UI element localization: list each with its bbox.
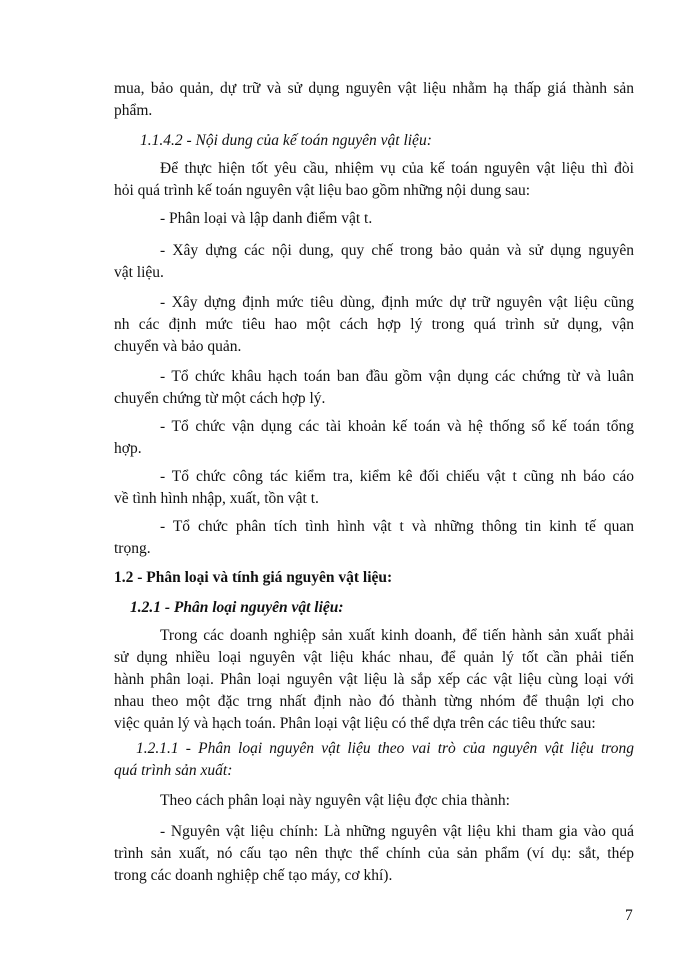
text-line: việc quản lý và hạch toán. Phân loại vật liệu có thể dựa trên các tiêu thức sau: [114,715,596,732]
paragraph-main-material [114,821,634,887]
text-line: - Xây dựng định mức tiêu dùng, định mức dự trữ nguyên vật liệu cũng [160,294,634,311]
text-line: Trong các doanh nghiệp sản xuất kinh doanh, để tiến hành sản xuất phải [160,627,634,644]
text-line: về tình hình nhập, xuất, tồn vật t. [114,490,319,507]
bullet-item [114,416,634,460]
page-number: 7 [625,907,633,924]
text-line: chuyển và bảo quản. [114,338,242,355]
bullet-item [114,366,634,410]
text-line: trọng. [114,540,151,557]
section-heading-1-2-1: 1.2.1 - Phân loại nguyên vật liệu: [130,599,344,616]
bullet-item [114,292,634,358]
text-line: Để thực hiện tốt yêu cầu, nhiệm vụ của kế toán nguyên vật liệu thì đòi [160,160,634,177]
text-line: - Tổ chức công tác kiểm tra, kiểm kê đối chiếu vật t cũng nh báo cáo [160,468,634,485]
bullet-item [114,240,634,284]
text-line: - Phân loại và lập danh điểm vật t. [160,210,373,227]
bullet-item [114,516,634,560]
text-line: vật liệu. [114,264,164,281]
text-line: nhau theo một đặc trng nhất định nào đó thành từng nhóm để thuận lợi cho [114,693,634,710]
section-heading-1-1-4-2: 1.1.4.2 - Nội dung của kế toán nguyên vật liệu: [140,132,432,149]
text-line: hợp. [114,440,142,457]
text-line: quá trình sản xuất: [114,762,233,779]
text-line: trong các doanh nghiệp chế tạo máy, cơ khí). [114,867,393,884]
text-line: nh các định mức tiêu hao một cách hợp lý trong quá trình sử dụng, vận [114,316,634,333]
text-line: - Nguyên vật liệu chính: Là những nguyên vật liệu khi tham gia vào quá [160,823,634,840]
text-line: mua, bảo quản, dự trữ và sử dụng nguyên vật liệu nhằm hạ thấp giá thành sản [114,80,634,97]
text-line: 1.2.1.1 - Phân loại nguyên vật liệu theo vai trò của nguyên vật liệu trong [136,740,634,757]
paragraph-requirements [114,158,634,202]
text-line: chuyển chứng từ một cách hợp lý. [114,390,326,407]
paragraph-divided: Theo cách phân loại này nguyên vật liệu đợc chia thành: [160,792,510,809]
paragraph-intro [114,78,634,122]
text-line: sử dụng nhiều loại nguyên vật liệu khác nhau, để quản lý tốt cần phải tiến [114,649,634,666]
bullet-item [114,208,634,230]
text-line: hỏi quá trình kế toán nguyên vật liệu bao gồm những nội dung sau: [114,182,531,199]
text-line: trình sản xuất, nó cấu tạo nên thực thể chính của sản phẩm (ví dụ: sắt, thép [114,845,634,862]
section-heading-1-2: 1.2 - Phân loại và tính giá nguyên vật liệu: [114,569,393,586]
text-line: phẩm. [114,102,153,119]
text-line: - Xây dựng các nội dung, quy chế trong bảo quản và sử dụng nguyên [160,242,634,259]
text-line: - Tổ chức vận dụng các tài khoản kế toán và hệ thống sổ kế toán tổng [160,418,634,435]
text-line: - Tổ chức phân tích tình hình vật t và những thông tin kinh tế quan [160,518,634,535]
paragraph-classification [114,625,634,735]
section-heading-1-2-1-1 [114,738,634,782]
text-line: hành phân loại. Phân loại nguyên vật liệu là sắp xếp các vật liệu cùng loại với [114,671,634,688]
text-line: - Tổ chức khâu hạch toán ban đầu gồm vận dụng các chứng từ và luân [160,368,634,385]
bullet-item [114,466,634,510]
